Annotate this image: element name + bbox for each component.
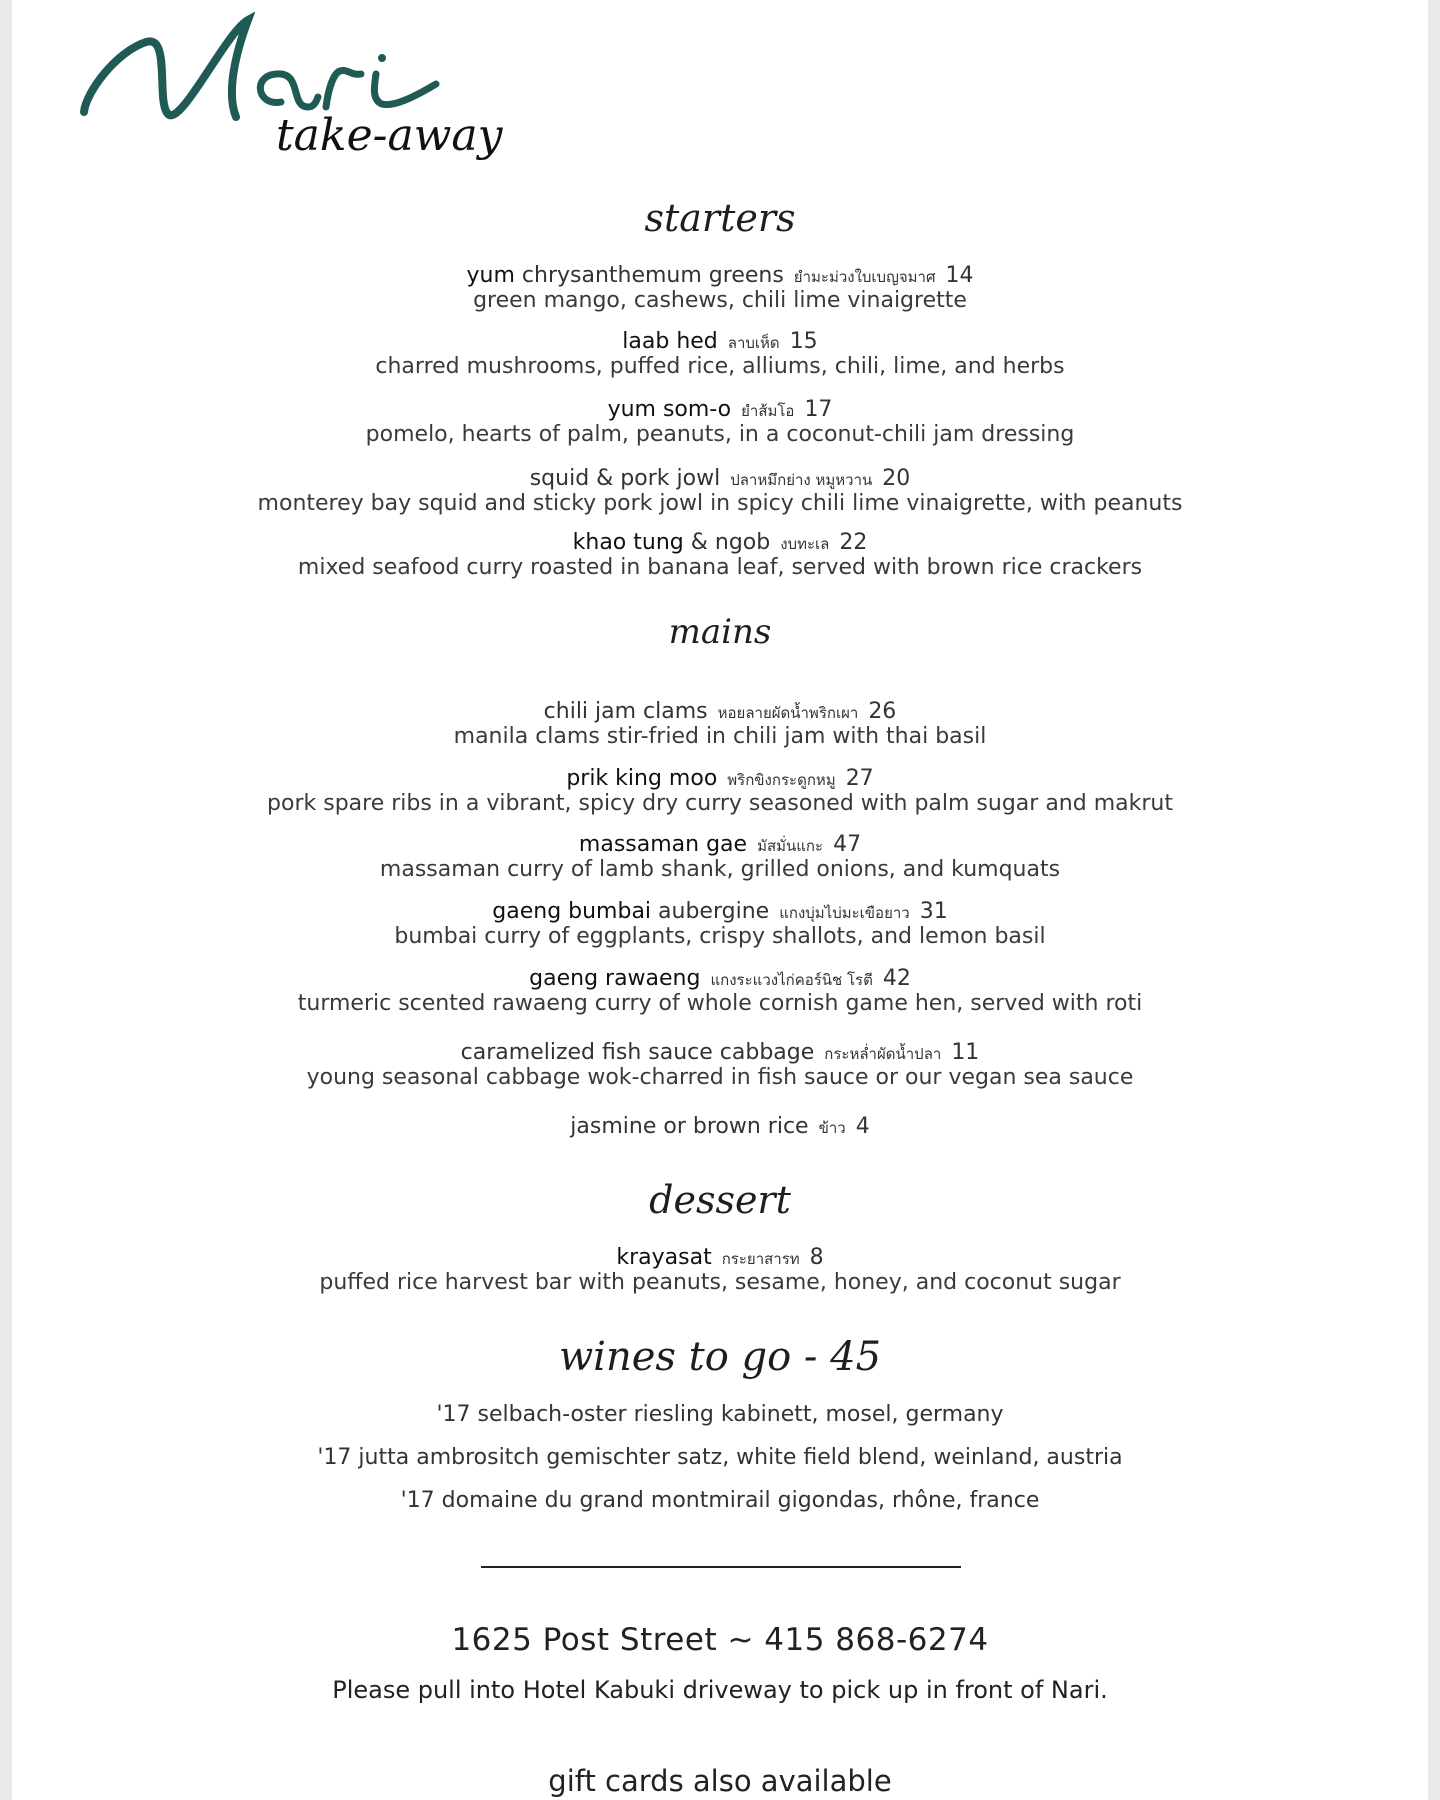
menu-item — [0, 900, 1440, 949]
menu-item-name-strong: prik king moo — [566, 766, 718, 791]
menu-item-price: 26 — [868, 699, 897, 724]
menu-item-thai-name: กระยาสารท — [721, 1250, 800, 1268]
menu-item-name-strong: krayasat — [616, 1245, 712, 1270]
menu-item-description: bumbai curry of eggplants, crispy shallots, and lemon basil — [394, 924, 1046, 949]
menu-item-name: jasmine or brown rice — [570, 1114, 809, 1139]
divider — [481, 1566, 961, 1568]
menu-item-name: squid & pork jowl — [529, 466, 721, 491]
pickup-instructions: Please pull into Hotel Kabuki driveway to pick up in front of Nari. — [332, 1676, 1108, 1704]
menu-item-thai-name: แกงระแวงไก่คอร์นิช โรตี — [710, 971, 873, 989]
menu-item — [0, 531, 1440, 580]
menu-item-thai-name: หอยลายผัดน้ำพริกเผา — [717, 704, 859, 722]
menu-item-thai-name: ยำมะม่วงใบเบญจมาศ — [793, 268, 936, 286]
menu-item-name-strong: yum som-o — [607, 397, 732, 422]
menu-item-name: & ngob — [683, 530, 771, 555]
menu-item-name-strong: gaeng bumbai — [492, 899, 652, 924]
menu-item-thai-name: พริกขิงกระดูกหมู — [727, 771, 836, 789]
menu-item-thai-name: ลาบเห็ด — [727, 334, 780, 352]
gift-cards-note: gift cards also available — [548, 1764, 892, 1798]
menu-item-price: 11 — [951, 1040, 980, 1065]
menu-item-description: monterey bay squid and sticky pork jowl in spicy chili lime vinaigrette, with peanuts — [257, 491, 1183, 516]
menu-item-name-strong: khao tung — [572, 530, 684, 555]
menu-item-thai-name: มัสมั่นแกะ — [757, 837, 824, 855]
menu-item-price: 4 — [855, 1114, 870, 1139]
menu-item-title — [0, 1041, 1440, 1066]
menu-item-thai-name: แกงบุ่มไบ่มะเขือยาว — [779, 904, 910, 922]
menu-item-description: charred mushrooms, puffed rice, alliums, chili, lime, and herbs — [375, 354, 1065, 379]
menu-item-description: turmeric scented rawaeng curry of whole cornish game hen, served with roti — [297, 991, 1143, 1016]
menu-item-price: 8 — [809, 1245, 824, 1270]
menu-item-name: chili jam clams — [543, 699, 708, 724]
menu-item-thai-name: ยำส้มโอ — [741, 402, 795, 420]
menu-item-title — [0, 1246, 1440, 1271]
menu-item-price: 20 — [882, 466, 911, 491]
menu-item-name: caramelized fish sauce cabbage — [460, 1040, 815, 1065]
menu-item — [0, 1041, 1440, 1090]
address-phone: 1625 Post Street ~ 415 868-6274 — [451, 1622, 989, 1658]
menu-item-title — [0, 398, 1440, 423]
menu-item — [0, 330, 1440, 379]
menu-item-price: 31 — [919, 899, 948, 924]
menu-item — [0, 767, 1440, 816]
menu-item-name-strong: yum — [466, 263, 515, 288]
menu-item-price: 42 — [882, 966, 911, 991]
nari-logo — [76, 12, 596, 182]
menu-item — [0, 1115, 1440, 1140]
menu-item-title — [0, 900, 1440, 925]
menu-item-title — [0, 767, 1440, 792]
section-title-dessert: dessert — [649, 1178, 791, 1222]
menu-item-title — [0, 833, 1440, 858]
menu-item-title — [0, 264, 1440, 289]
menu-item-description: manila clams stir-fried in chili jam with thai basil — [453, 724, 987, 749]
wine-item: '17 selbach-oster riesling kabinett, mosel, germany — [436, 1402, 1004, 1427]
menu-item-thai-name: ปลาหมึกย่าง หมูหวาน — [730, 471, 873, 489]
menu-item-price: 47 — [833, 832, 862, 857]
menu-item-thai-name: ข้าว — [818, 1119, 846, 1137]
menu-item-description: puffed rice harvest bar with peanuts, sesame, honey, and coconut sugar — [319, 1270, 1121, 1295]
menu-item-title — [0, 330, 1440, 355]
menu-item — [0, 1246, 1440, 1295]
menu-item-description: mixed seafood curry roasted in banana leaf, served with brown rice crackers — [297, 555, 1143, 580]
menu-item-description: massaman curry of lamb shank, grilled onions, and kumquats — [379, 857, 1061, 882]
menu-item-name-strong: laab hed — [622, 329, 718, 354]
menu-item — [0, 467, 1440, 516]
menu-item — [0, 398, 1440, 447]
section-title-starters: starters — [644, 196, 796, 240]
menu-item-title — [0, 1115, 1440, 1140]
menu-item-title — [0, 700, 1440, 725]
wine-item: '17 jutta ambrositch gemischter satz, white field blend, weinland, austria — [317, 1445, 1123, 1470]
menu-item-name-strong: massaman gae — [578, 832, 748, 857]
menu-item-name: aubergine — [651, 899, 770, 924]
menu-item — [0, 264, 1440, 313]
wine-item: '17 domaine du grand montmirail gigondas, rhône, france — [400, 1488, 1040, 1513]
menu-item-price: 17 — [804, 397, 833, 422]
menu-item-price: 27 — [845, 766, 874, 791]
menu-item — [0, 700, 1440, 749]
menu-item-name: chrysanthemum greens — [514, 263, 784, 288]
menu-item-name-strong: gaeng rawaeng — [529, 966, 701, 991]
menu-item-title — [0, 531, 1440, 556]
menu-item-title — [0, 967, 1440, 992]
menu-item-description: pork spare ribs in a vibrant, spicy dry curry seasoned with palm sugar and makrut — [267, 791, 1173, 816]
logo-subtitle: take-away — [276, 110, 503, 161]
menu-item-price: 14 — [945, 263, 974, 288]
menu-item-price: 22 — [839, 530, 868, 555]
section-title-wines: wines to go - 45 — [558, 1334, 882, 1380]
menu-item-description: young seasonal cabbage wok-charred in fish sauce or our vegan sea sauce — [306, 1065, 1134, 1090]
menu-item-title — [0, 467, 1440, 492]
menu-item-price: 15 — [789, 329, 818, 354]
menu-item-thai-name: งบทะเล — [780, 535, 830, 553]
menu-item-thai-name: กระหล่ำผัดน้ำปลา — [824, 1045, 942, 1063]
menu-item-description: green mango, cashews, chili lime vinaigrette — [473, 288, 967, 313]
menu-item — [0, 967, 1440, 1016]
section-title-mains: mains — [668, 612, 772, 652]
menu-item-description: pomelo, hearts of palm, peanuts, in a coconut-chili jam dressing — [365, 422, 1075, 447]
menu-item — [0, 833, 1440, 882]
